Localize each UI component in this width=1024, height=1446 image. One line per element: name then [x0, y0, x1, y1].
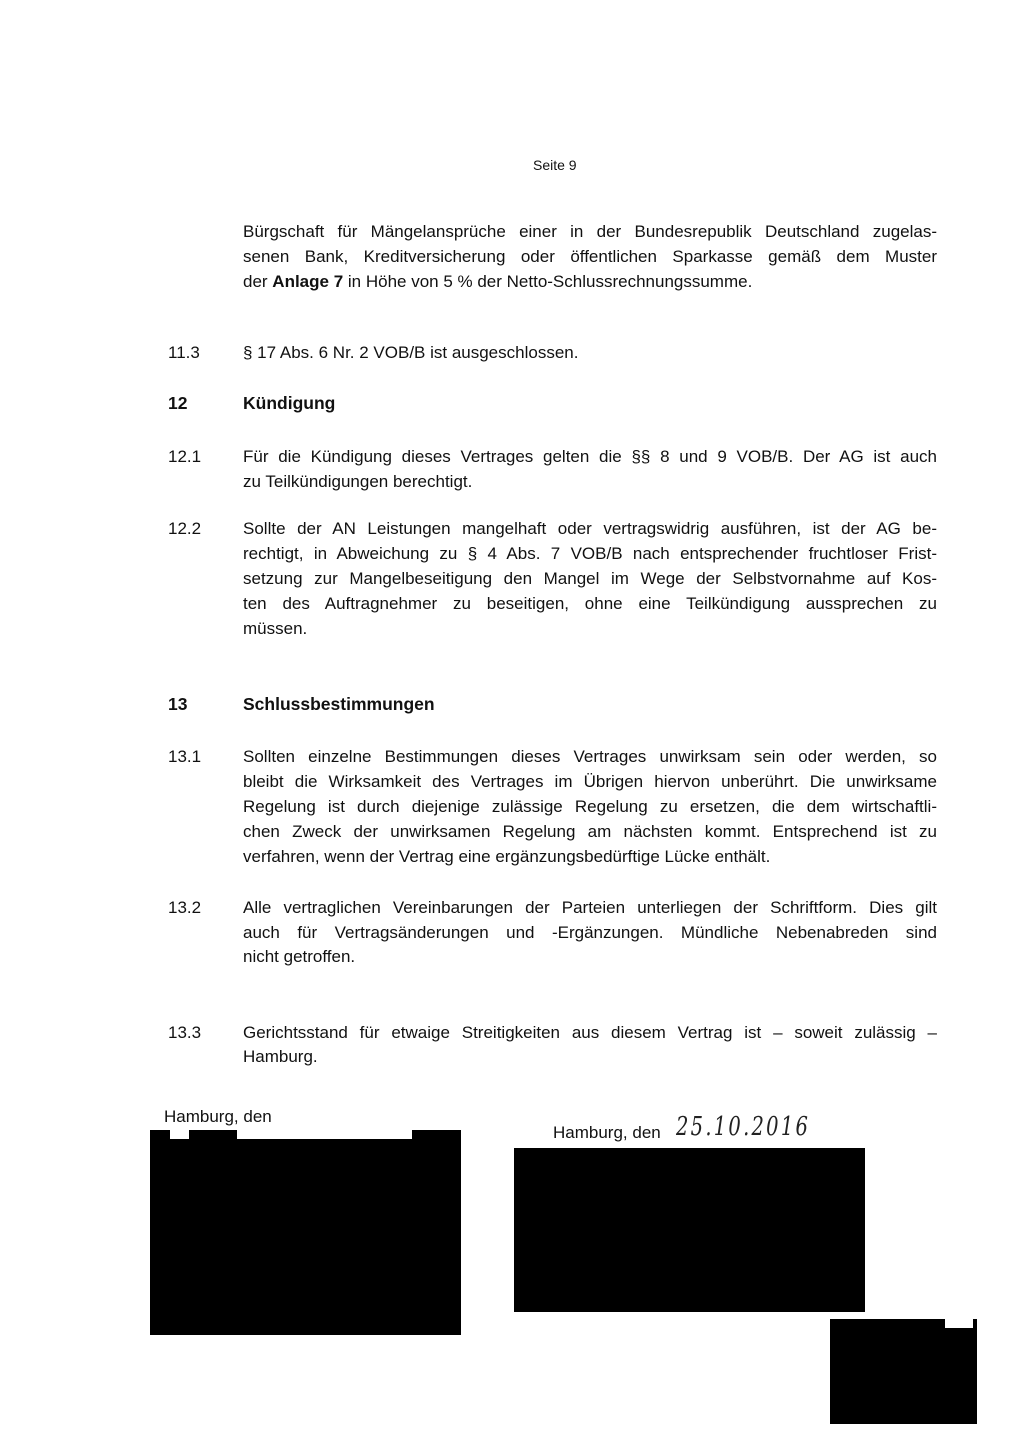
section-text: § 17 Abs. 6 Nr. 2 VOB/B ist ausgeschlossen. — [243, 343, 579, 362]
section-number: 12.1 — [168, 447, 202, 466]
section-line: Regelung ist durch diejenige zulässige Regelung zu ersetzen, die dem wirtschaftli- — [243, 797, 937, 816]
section-line: rechtigt, in Abweichung zu § 4 Abs. 7 VOB/B nach entsprechender fruchtloser Frist- — [243, 544, 937, 563]
section-line: setzung zur Mangelbeseitigung den Mangel im Wege der Selbstvornahme auf Kos- — [243, 569, 937, 588]
section-line: Alle vertraglichen Vereinbarungen der Parteien unterliegen der Schriftform. Dies gilt — [243, 898, 937, 917]
section-line: auch für Vertragsänderungen und -Ergänzungen. Mündliche Nebenabreden sind — [243, 923, 937, 942]
section-heading: Schlussbestimmungen — [243, 694, 435, 714]
section-line: Sollte der AN Leistungen mangelhaft oder vertragswidrig ausführen, ist der AG be- — [243, 519, 937, 538]
section-number: 11.3 — [168, 343, 200, 362]
section-number: 13.3 — [168, 1023, 202, 1042]
redaction-gap — [170, 1130, 189, 1139]
section-number: 12 — [168, 393, 188, 413]
intro-text: in Höhe von 5 % der Netto-Schlussrechnungssumme. — [343, 272, 753, 291]
handwritten-date: 25.10.2016 — [676, 1112, 811, 1142]
intro-line — [243, 272, 752, 292]
section-number: 12.2 — [168, 519, 202, 538]
redaction-gap — [945, 1319, 973, 1328]
section-number: 13.2 — [168, 898, 202, 917]
redaction-left — [150, 1130, 461, 1335]
section-line: zu Teilkündigungen berechtigt. — [243, 472, 473, 491]
right-place-date: Hamburg, den — [553, 1123, 661, 1142]
redaction-small — [830, 1319, 977, 1424]
section-line: nicht getroffen. — [243, 947, 356, 966]
redaction-right — [514, 1148, 865, 1312]
left-place-date: Hamburg, den — [164, 1107, 272, 1126]
section-line: Hamburg. — [243, 1047, 318, 1066]
redaction-gap — [237, 1130, 412, 1139]
intro-line: senen Bank, Kreditversicherung oder öffentlichen Sparkasse gemäß dem Muster — [243, 247, 937, 266]
intro-line: Bürgschaft für Mängelansprüche einer in der Bundesrepublik Deutschland zugelas- — [243, 222, 937, 241]
section-line: bleibt die Wirksamkeit des Vertrages im Übrigen hiervon unberührt. Die unwirksame — [243, 772, 937, 791]
section-line: verfahren, wenn der Vertrag eine ergänzungsbedürftige Lücke enthält. — [243, 847, 771, 866]
section-number: 13.1 — [168, 747, 202, 766]
annex-reference: Anlage 7 — [272, 272, 344, 291]
section-line: chen Zweck der unwirksamen Regelung am nächsten kommt. Entsprechend ist zu — [243, 822, 937, 841]
section-number: 13 — [168, 694, 188, 714]
section-line: Sollten einzelne Bestimmungen dieses Vertrages unwirksam sein oder werden, so — [243, 747, 937, 766]
section-line: ten des Auftragnehmer zu beseitigen, ohne eine Teilkündigung aussprechen zu — [243, 594, 937, 613]
intro-text: der — [243, 272, 273, 291]
section-line: Für die Kündigung dieses Vertrages gelten die §§ 8 und 9 VOB/B. Der AG ist auch — [243, 447, 937, 466]
section-line: müssen. — [243, 619, 308, 638]
page-number: Seite 9 — [533, 157, 577, 173]
section-line: Gerichtsstand für etwaige Streitigkeiten aus diesem Vertrag ist – soweit zulässig – — [243, 1023, 937, 1042]
section-heading: Kündigung — [243, 393, 336, 413]
